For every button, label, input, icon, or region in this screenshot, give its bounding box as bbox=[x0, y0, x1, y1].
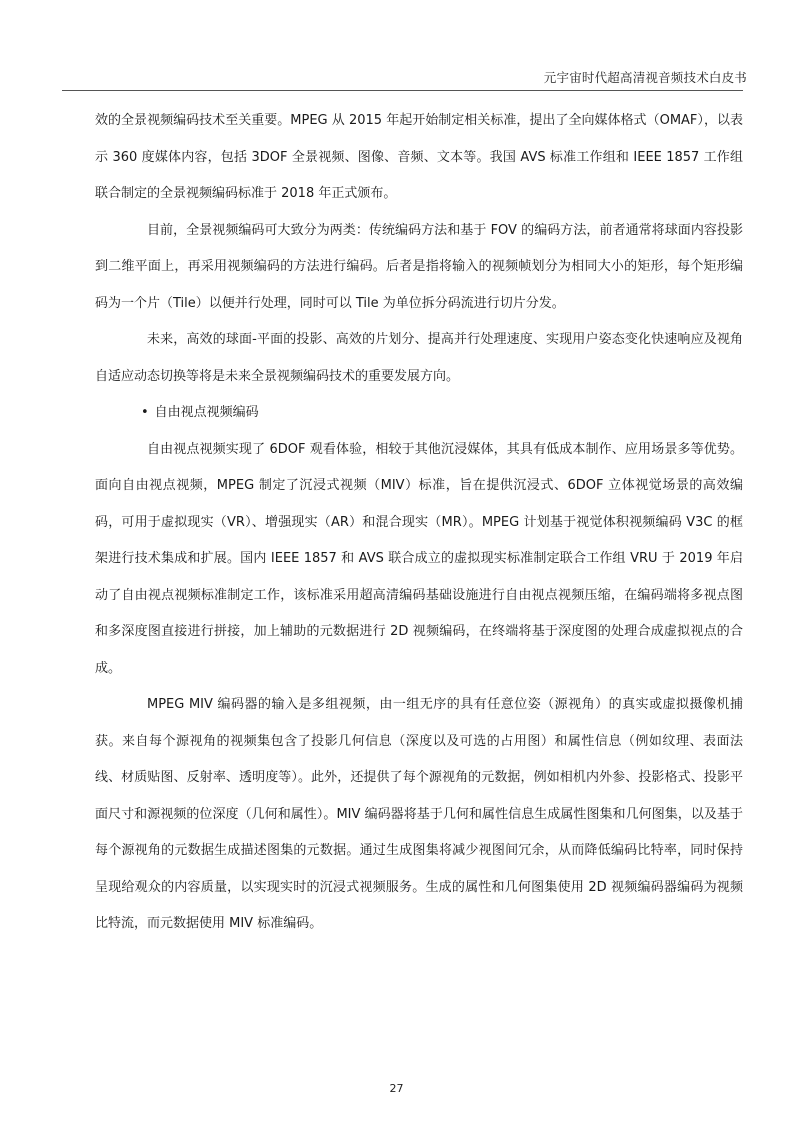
page-number: 27 bbox=[389, 1082, 404, 1095]
paragraph: 自由视点视频实现了 6DOF 观看体验，相较于其他沉浸媒体，其具有低成本制作、应用场景多等优势。面向自由视点视频，MPEG 制定了沉浸式视频（MIV）标准，旨在提供沉浸式、6DOF 立体视觉场景的高效编码，可用于虚拟现实（VR）、增强现实（AR）和混合现实（MR）。MPEG 计划基于视觉体积视频编码 V3C 的框架进行技术集成和扩展。国内 IEEE 1857 和 AVS 联合成立的虚拟现实标准制定联合工作组 VRU 于 2019 年启动了自由视点视频标准制定工作，该标准采用超高清编码基础设施进行自由视点视频压缩，在编码端将多视点图和多深度图直接进行拼接，加上辅助的元数据进行 2D 视频编码，在终端将基于深度图的处理合成虚拟视点的合成。 bbox=[95, 441, 743, 676]
bullet-icon: • bbox=[141, 405, 149, 420]
running-header: 元宇宙时代超高清视音频技术白皮书 bbox=[543, 70, 747, 85]
section-bullet-heading bbox=[95, 395, 743, 432]
paragraph: 目前，全景视频编码可大致分为两类：传统编码方法和基于 FOV 的编码方法，前者通常将球面内容投影到二维平面上，再采用视频编码的方法进行编码。后者是指将输入的视频帧划分为相同大小的矩形，每个矩形编码为一个片（Tile）以便并行处理，同时可以 Tile 为单位拆分码流进行切片分发。 bbox=[95, 222, 743, 311]
paragraph: MPEG MIV 编码器的输入是多组视频，由一组无序的具有任意位姿（源视角）的真实或虚拟摄像机捕获。来自每个源视角的视频集包含了投影几何信息（深度以及可选的占用图）和属性信息（例如纹理、表面法线、材质贴图、反射率、透明度等）。此外，还提供了每个源视角的元数据，例如相机内外参、投影格式、投影平面尺寸和源视频的位深度（几何和属性）。MIV 编码器将基于几何和属性信息生成属性图集和几何图集，以及基于每个源视角的元数据生成描述图集的元数据。通过生成图集将减少视图间冗余，从而降低编码比特率，同时保持呈现给观众的内容质量，以实现实时的沉浸式视频服务。生成的属性和几何图集使用 2D 视频编码器编码为视频比特流，而元数据使用 MIV 标准编码。 bbox=[95, 697, 743, 931]
body-text bbox=[95, 103, 743, 943]
paragraph: 效的全景视频编码技术至关重要。MPEG 从 2015 年起开始制定相关标准，提出了全向媒体格式（OMAF），以表示 360 度媒体内容，包括 3DOF 全景视频、图像、音频、文本等。我国 AVS 标准工作组和 IEEE 1857 工作组联合制定的全景视频编码标准于 2018 年正式颁布。 bbox=[95, 113, 743, 201]
header-rule bbox=[62, 90, 743, 91]
paragraph: 未来，高效的球面-平面的投影、高效的片划分、提高并行处理速度、实现用户姿态变化快速响应及视角自适应动态切换等将是未来全景视频编码技术的重要发展方向。 bbox=[95, 332, 743, 384]
section-heading-label: 自由视点视频编码 bbox=[154, 405, 259, 420]
